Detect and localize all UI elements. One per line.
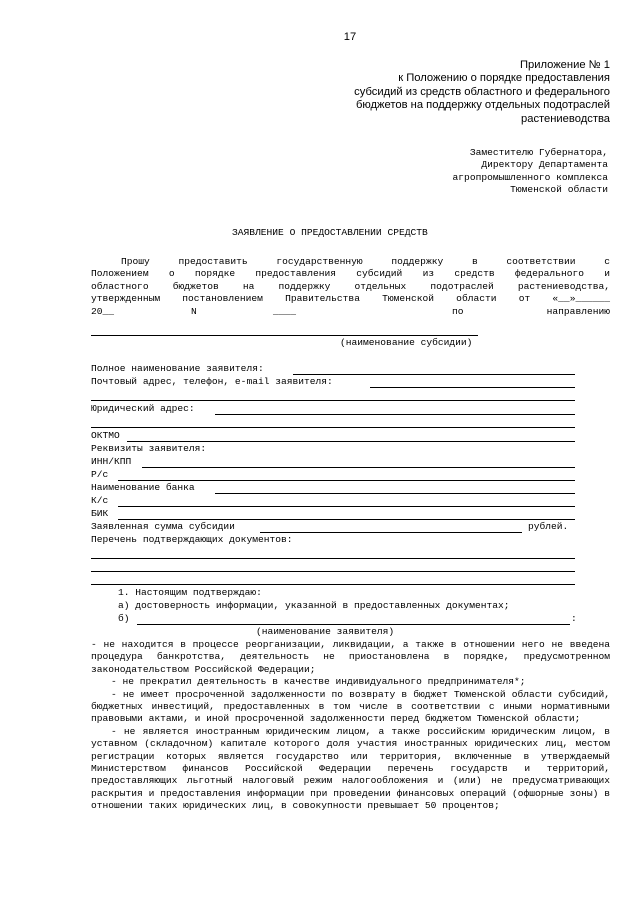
rs-field[interactable]: [118, 480, 575, 481]
addressee-line: Директору Департамента: [481, 159, 608, 171]
applicant-caption: (наименование заявителя): [256, 626, 395, 637]
amount-field[interactable]: [260, 532, 522, 533]
appendix-line: к Положению о порядке предоставления: [398, 72, 610, 85]
amount-label: Заявленная сумма субсидии: [91, 521, 235, 532]
clause-paragraph: - не прекратил деятельность в качестве индивидуального предпринимателя*;: [111, 676, 526, 688]
oktmo-field[interactable]: [127, 441, 575, 442]
appendix-line: растениеводства: [521, 112, 610, 125]
inn-field[interactable]: [142, 467, 575, 468]
document-title: ЗАЯВЛЕНИЕ О ПРЕДОСТАВЛЕНИИ СРЕДСТВ: [232, 227, 428, 238]
appendix-line: бюджетов на поддержку отдельных подотраслей: [355, 99, 610, 112]
legal-address-field[interactable]: [215, 414, 575, 415]
request-line: Прошу предоставить государственную поддержку в соответствии с: [121, 256, 610, 267]
appendix-block: [280, 59, 610, 126]
bank-label: Наименование банка: [91, 482, 195, 493]
clause-paragraph: - не имеет просроченной задолженности по возврату в бюджет Тюменской области субсидий, бюджетных инвестиций, предоставленных в том числе в соответствии с иными нормативными правовыми актами, и иной просроченной задолженности перед бюджетом Тюменской области;: [91, 688, 610, 725]
ks-label: К/с: [91, 495, 109, 506]
bik-label: БИК: [91, 508, 109, 519]
addressee-line: Заместителю Губернатора,: [469, 147, 608, 158]
request-line: [91, 306, 610, 318]
requisites-label: Реквизиты заявителя:: [91, 443, 207, 454]
docs-field-1[interactable]: [91, 558, 575, 559]
direction-prep: по: [452, 305, 464, 317]
postal-field-extra[interactable]: [91, 400, 575, 401]
confirm-item-b-end: :: [571, 613, 577, 624]
request-line: Положением о порядке предоставления субсидий из средств федерального и: [91, 268, 610, 280]
full-name-field[interactable]: [293, 374, 575, 375]
amount-unit: рублей.: [528, 521, 569, 532]
request-paragraph: [91, 256, 610, 318]
docs-field-3[interactable]: [91, 584, 575, 585]
rs-label: Р/с: [91, 469, 109, 480]
request-line: утвержденным постановлением Правительства Тюменской области от «__»______: [91, 293, 610, 305]
bank-field[interactable]: [215, 493, 575, 494]
direction-label: направлению: [546, 305, 610, 317]
number-label: N: [191, 305, 197, 317]
addressee-block: [330, 147, 608, 197]
bik-field[interactable]: [118, 519, 575, 520]
ks-field[interactable]: [118, 506, 575, 507]
docs-label: Перечень подтверждающих документов:: [91, 534, 293, 545]
addressee-line: Тюменской области: [510, 184, 608, 196]
confirm-item-a: а) достоверность информации, указанной в предоставленных документах;: [118, 600, 510, 611]
subsidy-caption: (наименование субсидии): [340, 337, 473, 348]
appendix-line: субсидий из средств областного и федерального: [354, 85, 610, 98]
docs-field-2[interactable]: [91, 571, 575, 572]
request-line: областного бюджетов на поддержку отдельных подотраслей растениеводства,: [91, 280, 610, 292]
clause-paragraph: - не является иностранным юридическим лицом, а также российским юридическим лицом, в уставном (складочном) капитале которого доля участия иностранных юридических лиц, местом регистрации которых является государство или территория, включенные в утверждаемый Министерством финансов Российской Федерации перечень государств и территорий, предоставляющих льготный налоговый режим налогообложения и (или) не предусматривающих раскрытия и предоставления информации при проведении финансовых операций (офшорные зоны) в отношении таких юридических лиц, в совокупности превышает 50 процентов;: [91, 725, 610, 812]
legal-address-field-extra[interactable]: [91, 427, 575, 428]
year-placeholder: 20__: [91, 305, 115, 317]
subsidy-name-line[interactable]: [91, 335, 478, 336]
addressee-line: агропромышленного комплекса: [452, 171, 608, 183]
clause-paragraph: - не находится в процессе реорганизации, ликвидации, а также в отношении него не введена процедура банкротства, деятельность не приостановлена в порядке, предусмотренном законодательством Российской Федерации;: [91, 639, 610, 675]
postal-field[interactable]: [370, 387, 575, 388]
applicant-name-field[interactable]: [137, 624, 570, 625]
full-name-label: Полное наименование заявителя:: [91, 363, 264, 374]
inn-label: ИНН/КПП: [91, 456, 132, 467]
number-placeholder: ____: [273, 305, 297, 317]
oktmo-label: ОКТМО: [91, 430, 120, 441]
confirm-item-b: б): [118, 613, 130, 624]
appendix-line: Приложение № 1: [519, 59, 610, 71]
postal-label: Почтовый адрес, телефон, e-mail заявителя:: [91, 376, 333, 387]
clauses-block: [91, 639, 610, 813]
legal-address-label: Юридический адрес:: [91, 403, 195, 414]
page-number: 17: [343, 31, 357, 43]
confirm-heading: 1. Настоящим подтверждаю:: [118, 587, 262, 598]
